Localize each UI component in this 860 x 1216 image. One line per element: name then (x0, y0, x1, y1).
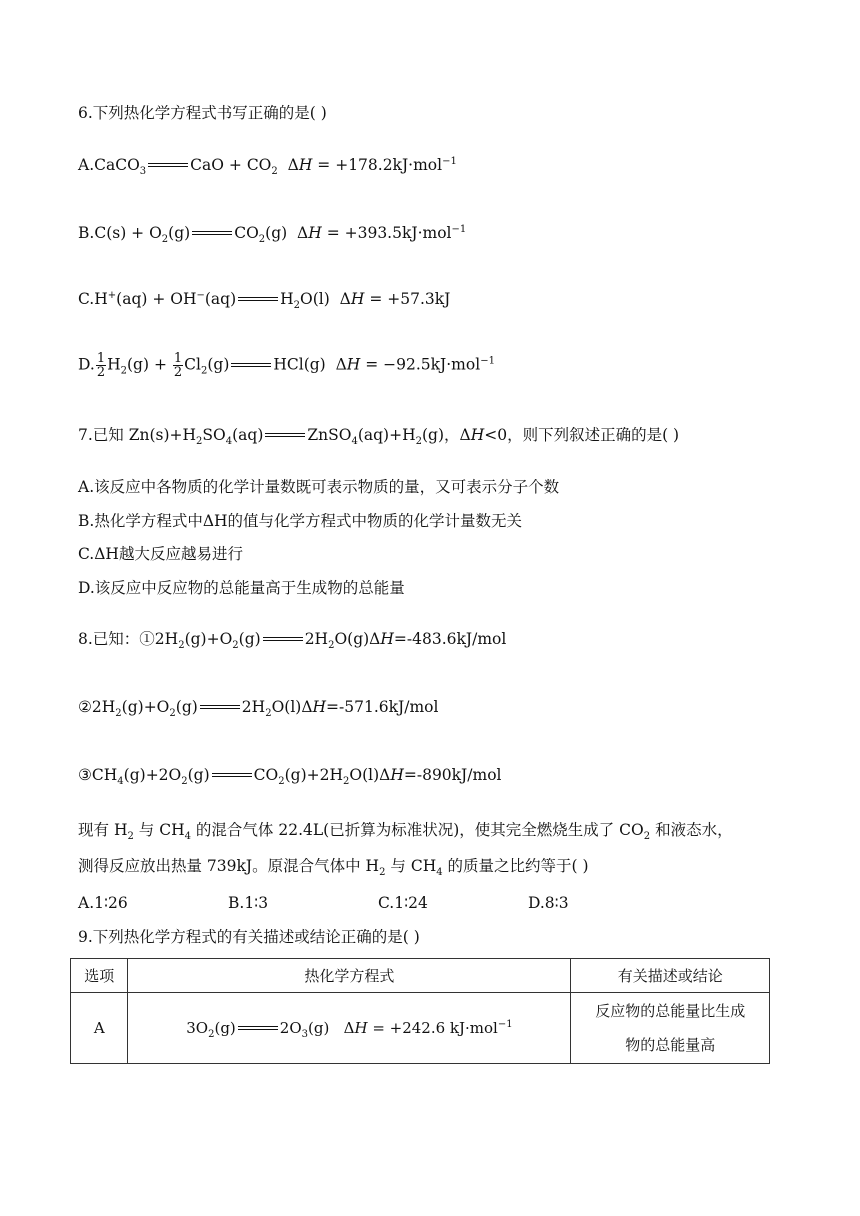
q7-option-c: C.ΔH越大反应越易进行 (78, 545, 243, 563)
row-a-equation: $3O_2(g)$ $2O_3(g) \Delta H = +242.6$ kJ·mol$^{-1}$ (128, 993, 571, 1064)
q6-option-d: D. $\frac{1}{2}$ $H_2(g)$ + $\frac{1}{2}$ $Cl_2(g)$ HCl(g) ΔH = −92.5kJ·mol$^{-1}$ (78, 351, 495, 380)
q6-option-b: $B.C(s) + O_2(g)$ $CO_2(g) \Delta H = +393.5kJ\cdot mol^{-1}$ (78, 223, 467, 246)
q6-stem: 6.下列热化学方程式书写正确的是( ) (78, 104, 327, 122)
q7-option-d: D.该反应中反应物的总能量高于生成物的总能量 (78, 579, 405, 597)
q8-paragraph-1: 现有 $H_2$ 与 $CH_4$ 的混合气体 22.4L(已折算为标准状况)，使其完全燃烧生成了 $CO_2$ 和液态水， (78, 821, 733, 843)
q8-option-a: A.1∶26 (78, 894, 128, 912)
q8-option-b: B.1∶3 (228, 894, 269, 912)
header-conclusion: 有关描述或结论 (571, 959, 770, 993)
q6-option-a: A.CaCO$_3$ CaO + $CO_2$ ΔH = +178.2kJ·mol$^{-1}$ (78, 155, 457, 178)
q7-option-b: B.热化学方程式中ΔH的值与化学方程式中物质的化学计量数无关 (78, 512, 523, 530)
table-row (71, 993, 770, 1064)
row-a-option: A (71, 993, 128, 1064)
q7-option-a: A.该反应中各物质的化学计量数既可表示物质的量，又可表示分子个数 (78, 478, 560, 496)
q8-paragraph-2: 测得反应放出热量 739kJ。原混合气体中 $H_2$ 与 $CH_4$ 的质量之比约等于( ) (78, 857, 589, 879)
q9-stem: 9.下列热化学方程式的有关描述或结论正确的是( ) (78, 928, 420, 946)
table-header-row (71, 959, 770, 993)
q8-options (78, 896, 678, 912)
q8-eq3: $③CH_4(g)+2O_2(g)$ $CO_2(g)+2H_2O(l)\Delta H=-890kJ$/mol (78, 766, 502, 788)
header-equation: 热化学方程式 (128, 959, 571, 993)
q6-option-c: C.H+(aq) + OH−(aq) $H_2O(l) \Delta H = +57.3kJ$ (78, 289, 451, 312)
row-a-conclusion: 反应物的总能量比生成 物的总能量高 (571, 993, 770, 1064)
q8-option-c: C.1∶24 (378, 894, 428, 912)
q7-stem: 7.已知 $Zn(s)+H_2SO_4(aq)$ $ZnSO_4(aq)+H_2(g)$，ΔH<0，则下列叙述正确的是( ) (78, 426, 680, 448)
q9-table (70, 958, 770, 1064)
header-option: 选项 (71, 959, 128, 993)
q8-eq1: 8.已知：$①2H_2(g)+O_2(g)$ $2H_2O(g)\Delta H=-483.6kJ$/mol (78, 630, 507, 652)
q8-option-d: D.8∶3 (528, 894, 569, 912)
q8-eq2: $②2H_2(g)+O_2(g)$ $2H_2O(l)\Delta H=-571.6kJ$/mol (78, 698, 439, 720)
